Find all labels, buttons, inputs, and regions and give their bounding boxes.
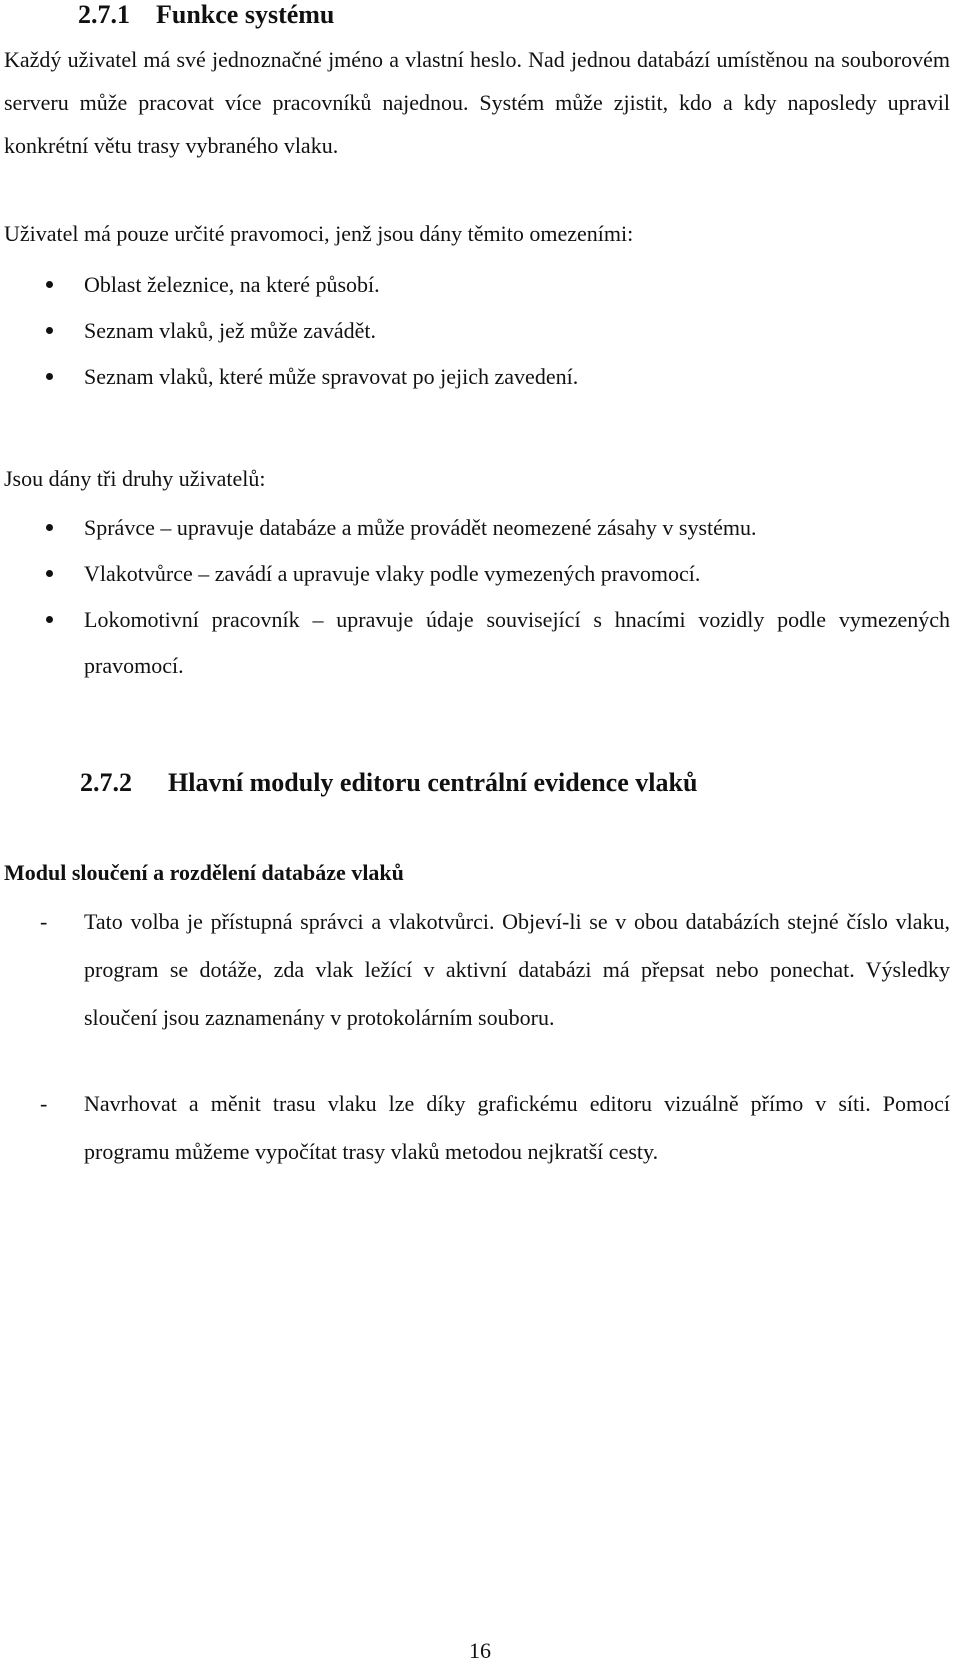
section-title: Hlavní moduly editoru centrální evidence vlaků [168,768,698,797]
bullet-icon [46,373,53,380]
section-number: 2.7.1 [78,0,130,29]
bullet-icon [46,524,53,531]
module-title: Modul sloučení a rozdělení databáze vlaků [4,860,404,885]
dash-marker: - [40,1091,48,1116]
user-types-lead: Jsou dány tři druhy uživatelů: [4,466,266,491]
user-types-list [0,505,950,689]
list-item: Správce – upravuje databáze a může provádět neomezené zásahy v systému. [0,505,950,551]
dash-marker: - [40,909,48,934]
page-number: 16 [469,1638,491,1663]
list-item: - Navrhovat a měnit trasu vlaku lze díky grafickému editoru vizuálně přímo v síti. Pomocí programu můžeme vypočítat trasy vlaků metodou nejkratší cesty. [0,1080,950,1176]
list-item: Lokomotivní pracovník – upravuje údaje související s hnacími vozidly podle vymezených pravomocí. [0,597,950,689]
list-item: - Tato volba je přístupná správci a vlakotvůrci. Objeví-li se v obou databázích stejné číslo vlaku, program se dotáže, zda vlak ležící v aktivní databázi má přepsat nebo ponechat. Výsledky sloučení jsou zaznamenány v protokolárním souboru. [0,898,950,1042]
section-heading-2-7-1 [78,0,334,30]
list-item: Vlakotvůrce – zavádí a upravuje vlaky podle vymezených pravomocí. [0,551,950,597]
section-heading-2-7-2 [80,768,697,798]
section-number: 2.7.2 [80,768,132,797]
permissions-lead: Uživatel má pouze určité pravomoci, jenž jsou dány těmito omezeními: [4,221,634,246]
bullet-icon [46,327,53,334]
module-items-list [0,898,950,1176]
bullet-icon [46,570,53,577]
list-item: Seznam vlaků, jež může zavádět. [0,308,950,354]
bullet-icon [46,281,53,288]
permissions-list [0,262,950,400]
section-title: Funkce systému [156,0,335,29]
intro-paragraph: Každý uživatel má své jednoznačné jméno a vlastní heslo. Nad jednou databází umístěnou na souborovém serveru může pracovat více pracovníků najednou. Systém může zjistit, kdo a kdy naposledy upravil konkrétní větu trasy vybraného vlaku. [4,47,950,158]
bullet-icon [46,616,53,623]
list-item: Seznam vlaků, které může spravovat po jejich zavedení. [0,354,950,400]
list-item: Oblast železnice, na které působí. [0,262,950,308]
